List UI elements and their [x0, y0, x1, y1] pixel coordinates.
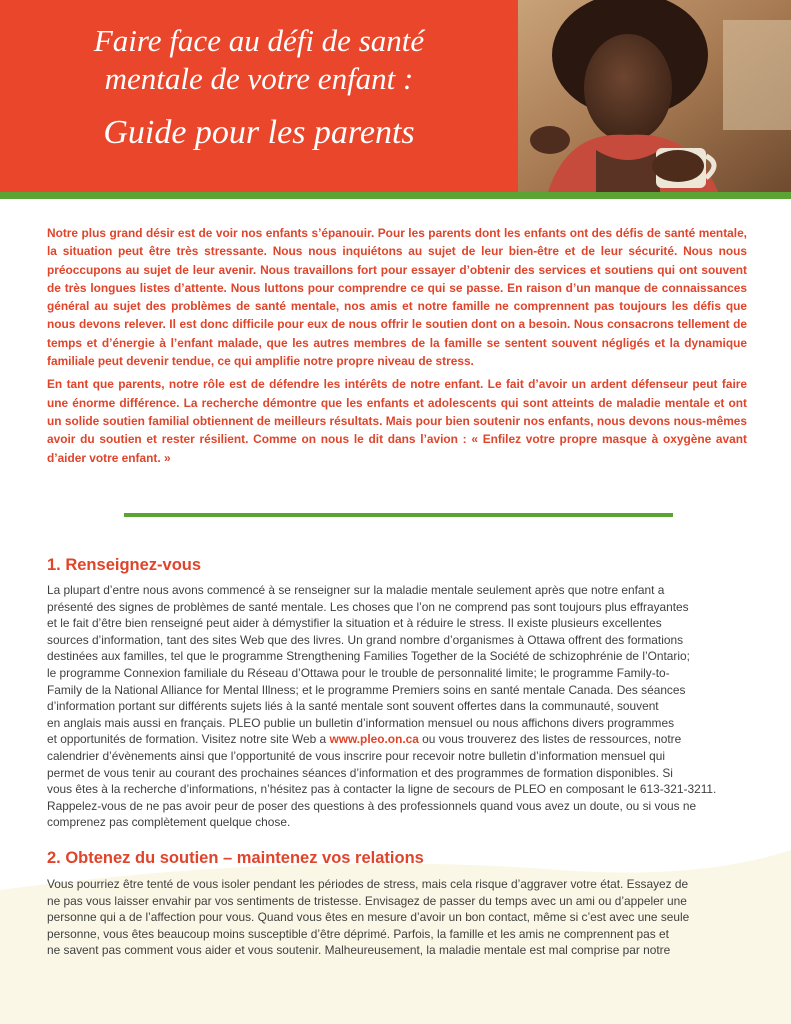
body-line: en anglais mais aussi en français. PLEO publie un bulletin d’information mensuel ou nous affichons divers programmes — [47, 715, 675, 730]
section-1-body — [47, 582, 747, 831]
body-line: sources d’information, tant des sites Web que des livres. Un grand nombre d’organismes à Ottawa offrent des formations — [47, 632, 684, 647]
title-line-3: Guide pour les parents — [103, 113, 415, 151]
body-line: le programme Connexion familiale du Réseau d’Ottawa pour le trouble de personnalité limite; le programme Family-to- — [47, 665, 670, 680]
link-prefix: et opportunités de formation. Visitez notre site Web a — [47, 732, 330, 747]
body-line: vous êtes à la recherche d’informations, n’hésitez pas à contacter la ligne de secours de PLEO en composant le 613-321-3211. — [47, 782, 717, 797]
body-line: La plupart d’entre nous avons commencé à se renseigner sur la maladie mentale seulement après que notre enfant a — [47, 583, 665, 597]
section-divider — [124, 513, 673, 517]
body-line: calendrier d’évènements ainsi que l’opportunité de vous inscrire pour recevoir notre bulletin d’information mensuel qui — [47, 748, 665, 763]
header-banner — [0, 0, 791, 192]
body-line: destinées aux familles, tel que le programme Strengthening Families Together de la Société de schizophrénie de l’Ontario; — [47, 649, 690, 664]
body-line: permet de vous tenir au courant des prochaines séances d’information et des programmes de formation disponibles. Si — [47, 765, 673, 780]
body-line: et le fait d’être bien renseigné peut aider à démystifier la situation et à réduire le stress. Il existe plusieurs excellentes — [47, 616, 662, 631]
section-2-heading: 2. Obtenez du soutien – maintenez vos relations — [47, 849, 424, 867]
body-line: Vous pourriez être tenté de vous isoler pendant les périodes de stress, mais cela risque d’aggraver votre état. Essayez de — [47, 877, 689, 891]
title-line-2: mentale de votre enfant : — [104, 60, 414, 96]
body-line: présenté des signes de problèmes de santé mentale. Les choses que l’on ne comprend pas sont toujours plus effrayantes — [47, 599, 689, 614]
section-1-heading: 1. Renseignez-vous — [47, 556, 202, 574]
body-line: personne qui a de l’affection pour vous. Quand vous êtes en mesure d’avoir un bon contact, même si c’est avec une seule — [47, 910, 690, 925]
body-line: personne, vous êtes beaucoup moins susceptible d’être déprimé. Parfois, la famille et les amis ne comprennent pas et — [47, 926, 669, 941]
header-green-bar — [0, 192, 791, 199]
document-title — [0, 22, 518, 153]
body-line: Rappelez-vous de ne pas avoir peur de poser des questions à des professionnels quand vous avez un doute, ou si vous ne — [47, 798, 697, 813]
intro-paragraph-2: En tant que parents, notre rôle est de défendre les intérêts de notre enfant. Le fait d’avoir un ardent défenseur peut faire une énorme différence. La recherche démontre que les enfants et adolescents qui sont atteints de maladie mentale et ont un solide soutien familial obtiennent de meilleurs résultats. Mais pour bien soutenir nos enfants, nous devons nous-mêmes avoir du soutien et rester résilient. Comme on nous le dit dans l’avion : « Enfilez votre propre masque à oxygène avant d’aider votre enfant. » — [47, 377, 747, 465]
section-2-body — [47, 876, 747, 959]
intro-text — [47, 224, 747, 472]
body-line: ne savent pas comment vous aider et vous soutenir. Malheureusement, la maladie mentale est mal comprise par notre — [47, 943, 671, 958]
body-line: comprenez pas complètement quelque chose. — [47, 815, 291, 830]
link-suffix: ou vous trouverez des listes de ressources, notre — [418, 732, 682, 747]
intro-paragraph-1: Notre plus grand désir est de voir nos enfants s’épanouir. Pour les parents dont les enfants ont des défis de santé mentale, la situation peut être très stressante. Nous nous inquiétons au sujet de leur bien-être et de leur sécurité. Nous nous préoccupons au sujet de leur avenir. Nous travaillons fort pour essayer d’obtenir des services et soutiens qui ont souvent de très longues listes d’attente. Nous luttons pour comprendre ce qui se passe. En raison d’un manque de connaissances général au sujet des problèmes de santé mentale, nos amis et notre famille ne comprennent pas toujours les défis que nous devons relever. Il est donc difficile pour eux de nous offrir le soutien dont on a besoin. Nous consacrons tellement de temps et d’énergie à l’enfant malade, que les autres membres de la famille se sentent souvent négligés et la dynamique familiale peut devenir tendue, ce qui amplifie notre propre niveau de stress. — [47, 226, 747, 369]
title-line-1: Faire face au défi de santé — [93, 23, 425, 58]
body-line-with-link — [47, 731, 747, 748]
worried-mother-photo — [518, 0, 791, 192]
body-line: d’information portant sur différents sujets liés à la santé mentale sont souvent offertes dans la communauté, souvent — [47, 699, 659, 714]
pleo-website-link[interactable]: www.pleo.on.ca — [329, 732, 419, 747]
body-line: ne pas vous laisser envahir par vos sentiments de tristesse. Envisagez de passer du temps avec un ami ou d’appeler une — [47, 893, 687, 908]
body-line: Family de la National Alliance for Mental Illness; et le programme Premiers soins en santé mentale Canada. Des séances — [47, 682, 686, 697]
